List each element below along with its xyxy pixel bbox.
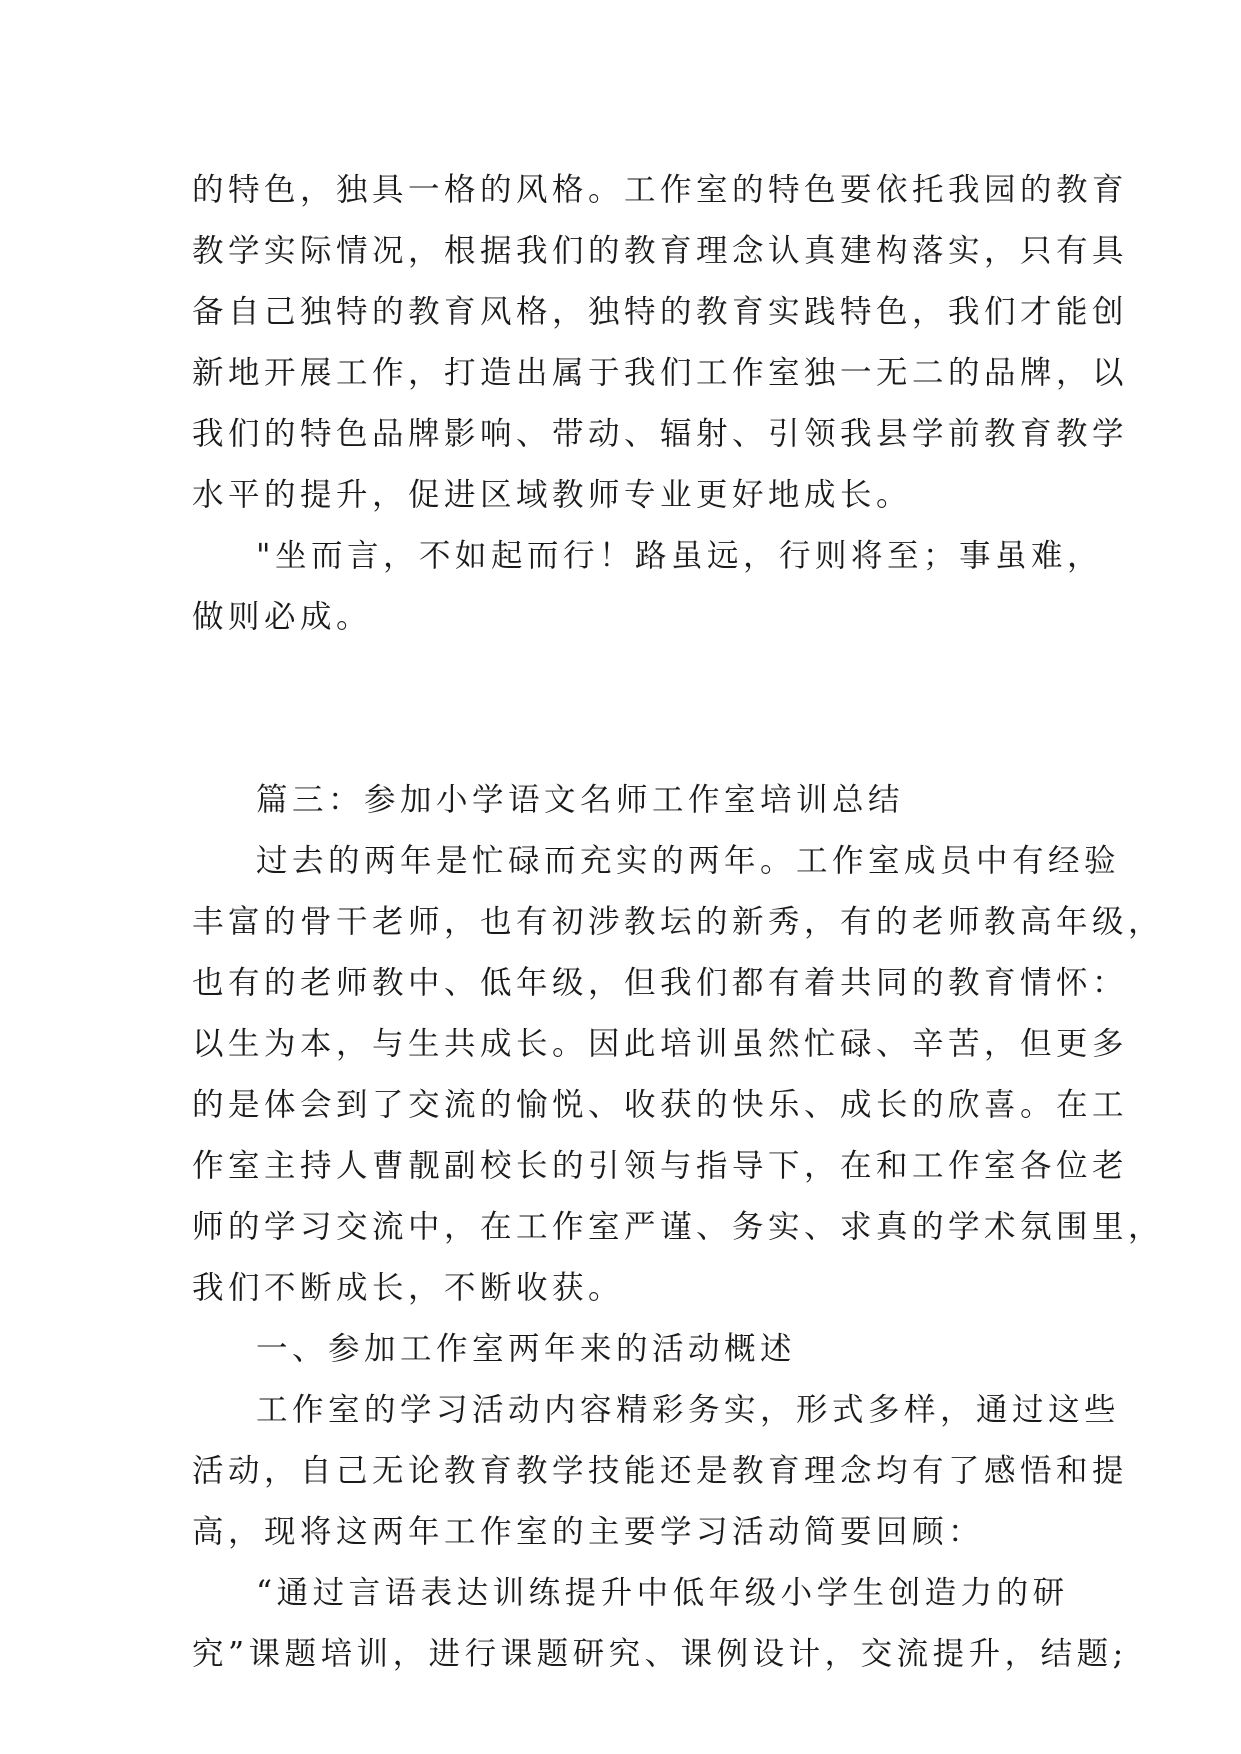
text-line: 作室主持人曹靓副校长的引领与指导下，在和工作室各位老 — [192, 1148, 1129, 1184]
text-line: 活动，自己无论教育教学技能还是教育理念均有了感悟和提 — [192, 1453, 1129, 1489]
paragraph-activities — [192, 1380, 1129, 1563]
text-line: 新地开展工作，打造出属于我们工作室独一无二的品牌，以 — [192, 355, 1129, 391]
text-line: 做则必成。 — [192, 599, 373, 635]
heading-text: 一、参加工作室两年来的活动概述 — [256, 1331, 797, 1367]
document-body — [192, 160, 1165, 1685]
text-line: 师的学习交流中，在工作室严谨、务实、求真的学术氛围里， — [192, 1209, 1165, 1245]
paragraph-two-years — [192, 831, 1165, 1319]
text-line: 过去的两年是忙碌而充实的两年。工作室成员中有经验 — [256, 843, 1121, 879]
text-line: 的是体会到了交流的愉悦、收获的快乐、成长的欣喜。在工 — [192, 1087, 1129, 1123]
text-line: "坐而言，不如起而行！路虽远，行则将至；事虽难， — [256, 538, 1103, 574]
text-line: “通过言语表达训练提升中低年级小学生创造力的研 — [256, 1575, 1069, 1611]
paragraph-research-topic — [192, 1563, 1128, 1685]
text-line: 高，现将这两年工作室的主要学习活动简要回顾： — [192, 1514, 985, 1550]
text-line: 我们的特色品牌影响、带动、辐射、引领我县学前教育教学 — [192, 416, 1129, 452]
section-title — [192, 770, 1062, 831]
paragraph-gap — [192, 648, 1062, 770]
text-line: 我们不断成长，不断收获。 — [192, 1270, 625, 1306]
text-line: 丰富的骨干老师，也有初涉教坛的新秀，有的老师教高年级， — [192, 904, 1165, 940]
text-line: 备自己独特的教育风格，独特的教育实践特色，我们才能创 — [192, 294, 1129, 330]
text-line: 究”课题培训，进行课题研究、课例设计，交流提升，结题; — [192, 1636, 1128, 1672]
text-line: 工作室的学习活动内容精彩务实，形式多样，通过这些 — [256, 1392, 1121, 1428]
section-title-text: 篇三：参加小学语文名师工作室培训总结 — [256, 782, 905, 818]
paragraph-quote — [192, 526, 1103, 648]
text-line: 也有的老师教中、低年级，但我们都有着共同的教育情怀： — [192, 965, 1129, 1001]
heading-activity-overview — [192, 1319, 1062, 1380]
text-line: 水平的提升，促进区域教师专业更好地成长。 — [192, 477, 913, 513]
text-line: 的特色，独具一格的风格。工作室的特色要依托我园的教育 — [192, 172, 1129, 208]
text-line: 以生为本，与生共成长。因此培训虽然忙碌、辛苦，但更多 — [192, 1026, 1129, 1062]
text-line: 教学实际情况，根据我们的教育理念认真建构落实，只有具 — [192, 233, 1129, 269]
paragraph-school-feature — [192, 160, 1129, 526]
